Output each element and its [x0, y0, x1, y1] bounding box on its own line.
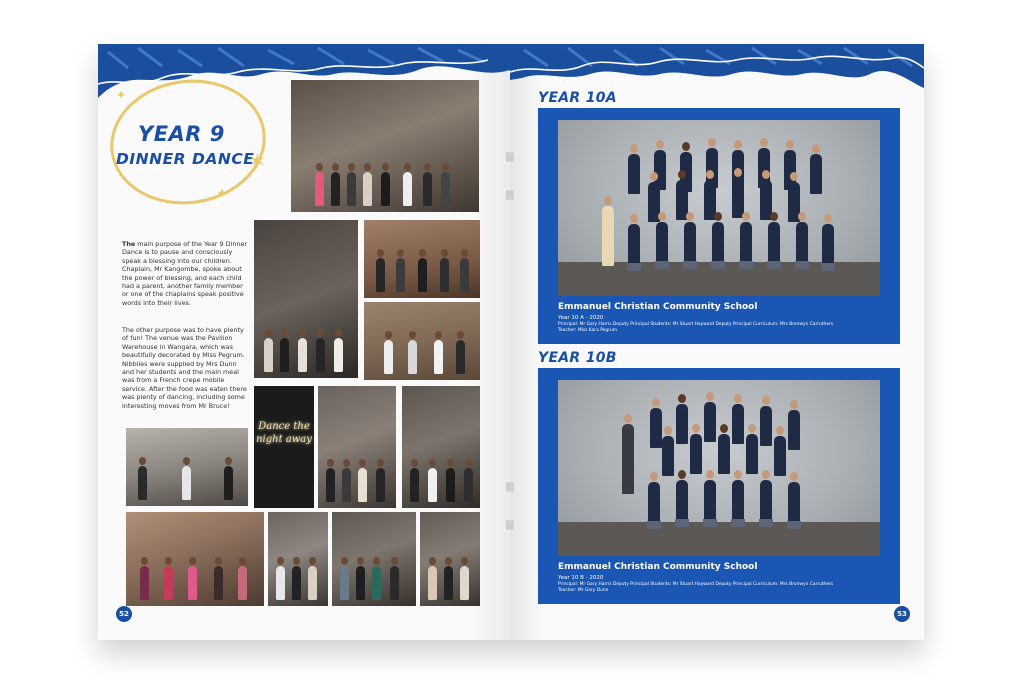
boys-group-photo [402, 386, 480, 508]
school-name-10a: Emmanuel Christian Community School [558, 302, 758, 312]
group-photo-large [291, 80, 479, 212]
class-heading-10b: YEAR 10B [538, 350, 617, 366]
class-line-10a: Year 10 A - 2020 [558, 315, 604, 321]
intro-paragraph [122, 240, 250, 307]
school-name-10b: Emmanuel Christian Community School [558, 562, 758, 572]
yearbook-spread [98, 44, 924, 640]
friends-group-photo [318, 386, 396, 508]
small-group-photo-2 [332, 512, 416, 606]
intro-body: main purpose of the Year 9 Dinner Dance is to pause and consciously speak a blessing into our children. Chaplain, Mr Kangombe, spoke about the power of blessing, and each child had a parent, another family member or one of the chaplains speak positive words into their lives. [122, 240, 247, 307]
class-photo-10b [558, 380, 880, 556]
teacher-figure-10b [622, 424, 634, 494]
seated-guests-photo [364, 302, 480, 380]
small-group-photo-1 [268, 512, 328, 606]
teacher-line-10b: Teacher: Mr Gary Dunn [558, 588, 609, 593]
teacher-line-10a: Teacher: Miss Kara Pegrum [558, 328, 618, 333]
sparkle-small-icon: ✦ [216, 186, 228, 202]
class-photo-10a [558, 120, 880, 296]
page-number-left: 52 [116, 606, 132, 622]
neon-sign-photo [254, 386, 314, 508]
staff-line-10b: Principal: Mr Gary Harris Deputy Principal Students: Mr Stuart Hayward Deputy Principal Curriculum: Mrs Bronwyn Carruthers [558, 582, 834, 587]
neon-sign-text: Dance the night away [256, 421, 312, 445]
girls-group-photo [254, 220, 358, 378]
class-line-10b: Year 10 B - 2020 [558, 575, 604, 581]
class-heading-10a: YEAR 10A [538, 90, 617, 106]
sparkle-icon: ✶ [248, 150, 267, 175]
dance-floor-photo [126, 428, 248, 506]
second-paragraph: The other purpose was to have plenty of fun! The venue was the Pavilion Warehouse in Wangara, which was beautifully decorated by Miss Pegrum. Nibblies were supplied by Mrs Dunn and her students and the main meal was from a French crepe mobile service. After the food was eaten there was plenty of dancing, including some interesting moves from Mr Bruce! [122, 326, 247, 410]
girls-selfie-photo [126, 512, 264, 606]
dinner-table-photo [364, 220, 480, 298]
page-title-line2: DINNER DANCE [116, 150, 255, 168]
page-title-line1: YEAR 9 [138, 122, 225, 146]
right-page [510, 44, 924, 640]
intro-lead: The [122, 240, 136, 248]
title-block [110, 80, 270, 206]
small-group-photo-3 [420, 512, 480, 606]
teacher-figure [602, 206, 614, 266]
class-photo-panel-10a [538, 108, 900, 344]
page-number-right: 53 [894, 606, 910, 622]
staff-line-10a: Principal: Mr Gary Harris Deputy Principal Students: Mr Stuart Hayward Deputy Principal Curriculum: Mrs Bronwyn Carruthers [558, 322, 834, 327]
left-page [98, 44, 510, 640]
sparkle-tiny-icon: ✦ [116, 88, 127, 102]
class-photo-panel-10b [538, 368, 900, 604]
